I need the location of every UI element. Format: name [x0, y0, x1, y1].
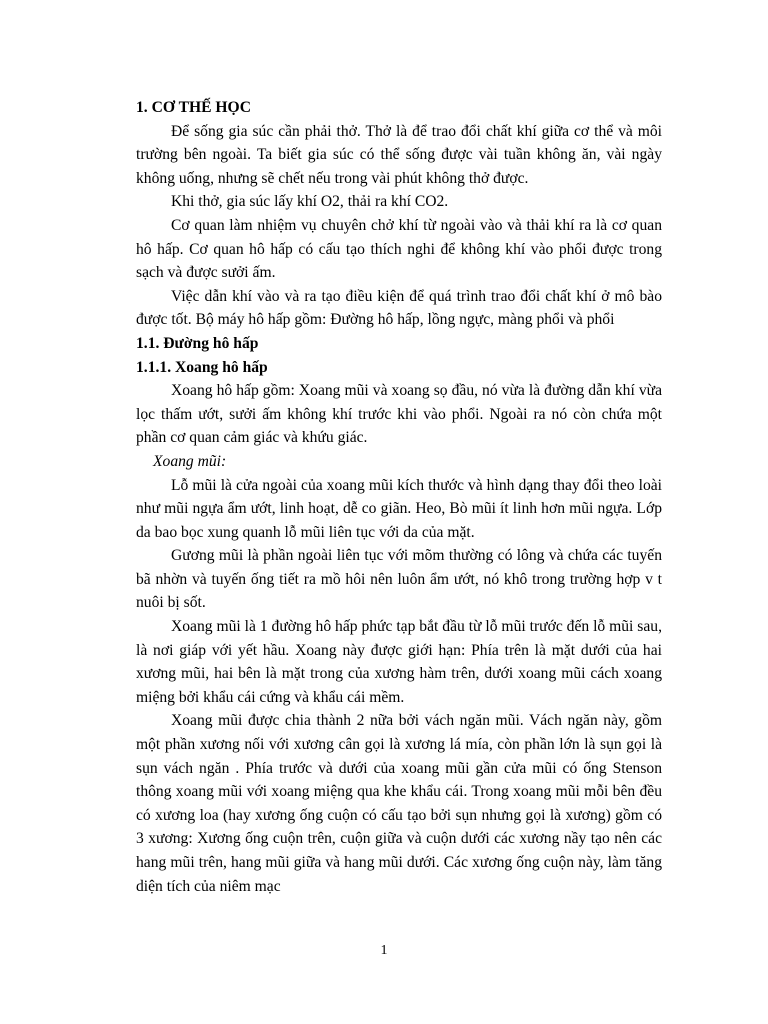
paragraph-respiratory-cavity: Xoang hô hấp gồm: Xoang mũi và xoang sọ đầu, nó vừa là đường dẫn khí vừa lọc thấm ướt, sưởi ấm không khí trước khi vào phổi. Ngoài ra nó còn chứa một phần cơ quan cảm giác và khứu giác.: [136, 382, 662, 447]
section-heading-1-1: 1.1. Đường hô hấp: [136, 334, 259, 352]
paragraph-nasal-mirror: Gương mũi là phần ngoài liên tục với mõm thường có lông và chứa các tuyến bã nhờn và tuyến ống tiết ra mồ hôi nên luôn ẩm ướt, nó khô trong trường hợp v t nuôi bị sốt.: [136, 547, 662, 612]
section-heading-1: 1. CƠ THẾ HỌC: [136, 99, 251, 116]
paragraph-nasal-passage: Xoang mũi là 1 đường hô hấp phức tạp bắt đầu từ lỗ mũi trước đến lỗ mũi sau, là nơi giáp với yết hầu. Xoang này được giới hạn: Phía trên là mặt dưới của hai xương mũi, hai bên là mặt trong của xương hàm trên, dưới xoang mũi cách xoang miệng bởi khẩu cái cứng và khẩu cái mềm.: [136, 618, 662, 706]
paragraph-respiratory-organ: Cơ quan làm nhiệm vụ chuyên chở khí từ ngoài vào và thải khí ra là cơ quan hô hấp. Cơ quan hô hấp có cấu tạo thích nghi để không khí vào phổi được trong sạch và được sưởi ấm.: [136, 216, 662, 282]
paragraph-nostrils: Lỗ mũi là cửa ngoài của xoang mũi kích thước và hình dạng thay đổi theo loài như mũi ngựa ẩm ướt, linh hoạt, dễ co giãn. Heo, Bò mũi ít linh hơn mũi ngựa. Lớp da bao bọc xung quanh lỗ mũi liên tục với da của mặt.: [136, 476, 662, 541]
paragraph-respiratory-apparatus: Việc dẫn khí vào và ra tạo điều kiện để quá trình trao đổi chất khí ở mô bào được tốt. Bộ máy hô hấp gồm: Đường hô hấp, lồng ngực, màng phổi và phổi: [136, 287, 662, 329]
paragraph-gas-exchange: Khi thở, gia súc lấy khí O2, thải ra khí CO2.: [171, 193, 449, 211]
document-page: [136, 96, 662, 898]
paragraph-nasal-septum: Xoang mũi được chia thành 2 nữa bởi vách ngăn mũi. Vách ngăn này, gồm một phần xương nối với xương cân gọi là xương lá mía, còn phần lớn là sụn gọi là sụn vách ngăn . Phía trước và dưới của xoang mũi gần cửa mũi có ống Stenson thông xoang mũi với xoang miệng qua khe khẩu cái. Trong xoang mũi mỗi bên đều có xương loa (hay xương ống cuộn có cấu tạo bởi sụn nhưng gọi là xương) gồm có 3 xương: Xương ống cuộn trên, cuộn giữa và cuộn dưới các xương nầy tạo nên các hang mũi trên, hang mũi giữa và hang mũi dưới. Các xương ống cuộn này, làm tăng diện tích của niêm mạc: [136, 712, 662, 895]
section-heading-1-1-1: 1.1.1. Xoang hô hấp: [136, 358, 268, 376]
page-number: 1: [380, 943, 388, 958]
subheading-nasal-cavity: Xoang mũi:: [153, 452, 227, 470]
paragraph-breathing-purpose: Để sống gia súc cần phải thở. Thở là để trao đổi chất khí giữa cơ thể và môi trường bên ngoài. Ta biết gia súc có thể sống được vài tuần không ăn, vài ngày không uống, nhưng sẽ chết nếu trong vài phút không thở được.: [136, 122, 662, 187]
